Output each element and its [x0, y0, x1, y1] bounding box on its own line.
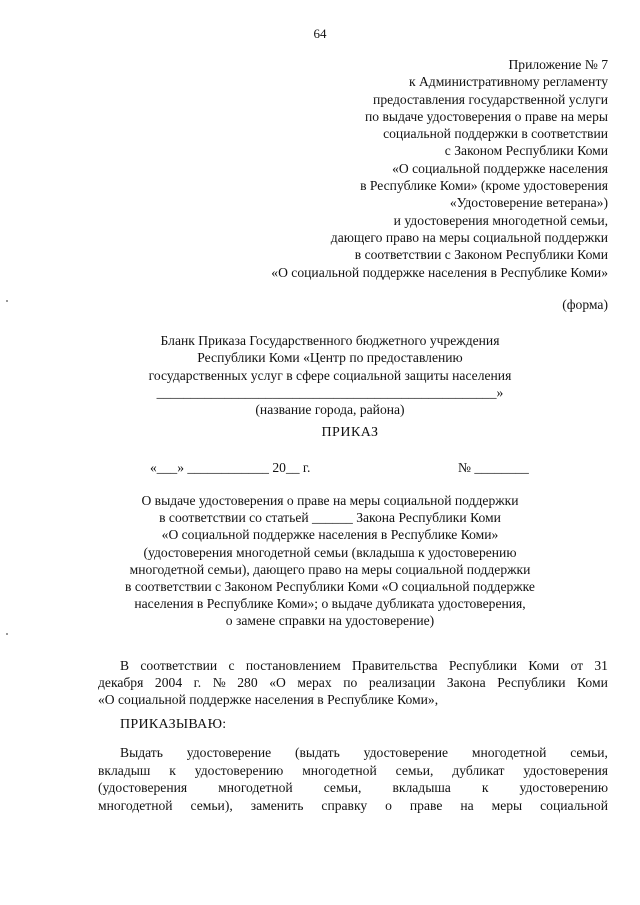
word: Коми — [528, 658, 560, 673]
word: семьи, — [570, 745, 608, 760]
body-line — [98, 779, 608, 797]
blank-line: государственных услуг в сфере социальной защиты населения — [148, 367, 512, 383]
subject-line: О выдаче удостоверения о праве на меры социальной поддержки — [141, 493, 519, 508]
scan-speck — [6, 633, 8, 635]
word: г. — [193, 675, 202, 691]
blank-line: __________________________________________________» — [156, 384, 504, 400]
order-body-paragraph — [98, 744, 608, 814]
preamble-line — [98, 657, 608, 674]
word: 2004 — [154, 675, 183, 691]
body-line — [98, 744, 608, 762]
document-title: ПРИКАЗ — [321, 425, 379, 440]
subject-line: в соответствии с Законом Республики Коми «О социальной поддержке — [125, 579, 535, 595]
appendix-line: с Законом Республики Коми — [444, 143, 608, 159]
word: с — [228, 658, 235, 673]
order-subject — [0, 492, 640, 630]
word: соответствии — [140, 658, 218, 673]
subject-line: (удостоверения многодетной семьи (вкладыша к удостоверению — [143, 544, 517, 560]
body-line — [98, 797, 608, 815]
word: 280 — [237, 675, 258, 691]
appendix-header — [188, 56, 608, 281]
date-line: «___» ____________ 20__ г. — [150, 460, 311, 475]
number-line: № ________ — [458, 460, 529, 475]
word: дубликат — [452, 762, 505, 778]
form-label: (форма) — [562, 297, 608, 312]
appendix-line: и удостоверения многодетной семьи, — [393, 212, 608, 228]
blank-line: Бланк Приказа Государственного бюджетного учреждения — [160, 333, 500, 348]
body-line — [98, 762, 608, 780]
page-number: 64 — [313, 26, 327, 41]
word: (выдать — [294, 745, 340, 760]
word: семьи, — [395, 762, 434, 778]
appendix-line: социальной поддержки в соответствии — [383, 126, 608, 142]
order-word: ПРИКАЗЫВАЮ: — [120, 717, 227, 732]
appendix-line: дающего право на меры социальной поддержки — [330, 229, 608, 245]
word: заменить — [250, 797, 304, 813]
word: социальной — [540, 797, 608, 813]
word: удостоверению — [519, 780, 608, 795]
word: «О — [269, 675, 286, 691]
scan-speck — [6, 300, 8, 302]
word: удостоверения — [523, 762, 608, 778]
word: реализации — [368, 675, 436, 691]
appendix-line: предоставления государственной услуги — [373, 91, 608, 107]
subject-line: населения в Республике Коми»; о выдаче дубликата удостоверения, — [134, 596, 526, 612]
word: на — [460, 797, 474, 813]
subject-line: «О социальной поддержке населения в Республике Коми» — [161, 527, 499, 543]
blank-line: Республики Коми «Центр по предоставлению — [197, 350, 463, 366]
word: Правительства — [352, 658, 438, 673]
blank-line: (название города, района) — [255, 402, 405, 418]
appendix-line: по выдаче удостоверения о праве на меры — [364, 108, 608, 124]
word: к — [169, 762, 176, 778]
blank-header — [0, 332, 640, 418]
appendix-line: «О социальной поддержке населения в Республике Коми» — [271, 264, 608, 280]
word: Выдать — [120, 745, 163, 760]
word: Республики — [448, 658, 518, 673]
preamble-line — [98, 674, 608, 691]
word: декабря — [98, 675, 144, 691]
word: многодетной — [471, 745, 547, 760]
word: праве — [409, 797, 443, 813]
word: (удостоверения — [98, 780, 188, 795]
word: мерах — [297, 675, 332, 691]
appendix-line: «Удостоверение ветерана») — [449, 195, 608, 211]
appendix-line: Приложение № 7 — [508, 57, 608, 72]
word: по — [343, 675, 358, 691]
subject-line: в соответствии со статьей ______ Закона Республики Коми — [159, 510, 501, 526]
word: справку — [321, 797, 368, 813]
word: удостоверение — [363, 745, 449, 760]
appendix-line: «О социальной поддержке населения — [392, 160, 608, 176]
word: вкладыша — [392, 780, 451, 795]
word: о — [385, 797, 392, 813]
word: № — [212, 675, 226, 691]
appendix-line: в соответствии с Законом Республики Коми — [354, 247, 608, 263]
appendix-line: в Республике Коми» (кроме удостоверения — [360, 178, 608, 194]
word: от — [570, 658, 584, 673]
word: семьи, — [323, 780, 362, 795]
word: вкладыш — [98, 762, 151, 778]
word: многодетной — [302, 762, 377, 778]
word: 31 — [594, 658, 608, 673]
word: удостоверению — [194, 762, 284, 778]
word: В — [120, 658, 130, 673]
word: к — [481, 780, 489, 795]
word: постановлением — [245, 658, 341, 673]
word: меры — [491, 797, 523, 813]
word: Коми — [577, 675, 608, 691]
word: семьи), — [190, 797, 233, 813]
word: многодетной — [98, 797, 173, 813]
preamble-paragraph — [98, 657, 608, 709]
subject-line: о замене справки на удостоверение) — [225, 613, 435, 629]
word: многодетной — [218, 780, 293, 795]
appendix-line: к Административному регламенту — [408, 74, 608, 90]
preamble-line: «О социальной поддержке населения в Республике Коми», — [98, 692, 439, 708]
subject-line: многодетной семьи), дающего право на меры социальной поддержки — [129, 561, 531, 577]
word: удостоверение — [186, 745, 272, 760]
word: Закона — [446, 675, 486, 691]
word: Республики — [497, 675, 566, 691]
